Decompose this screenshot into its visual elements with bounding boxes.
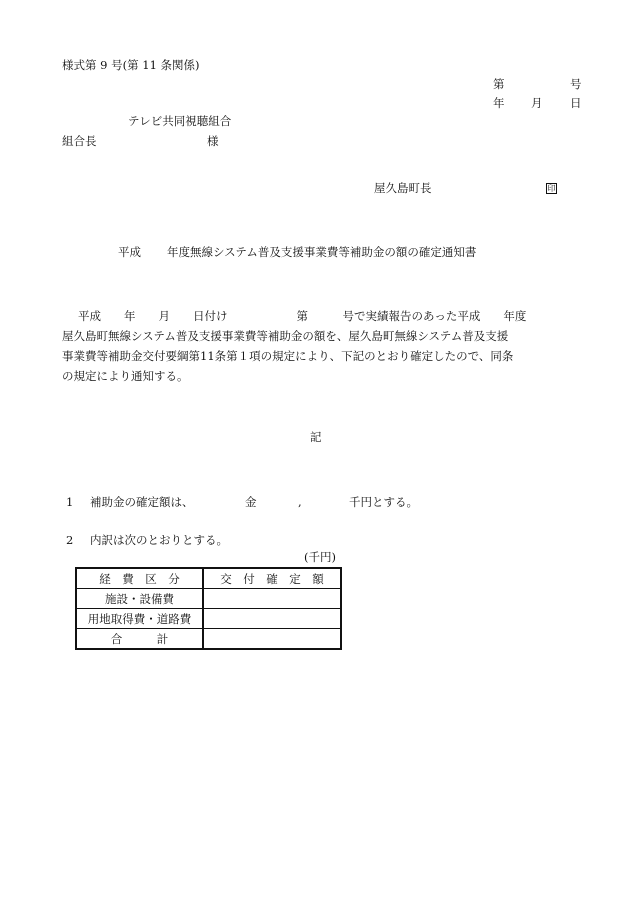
item1-text: 補助金の確定額は、	[90, 495, 194, 509]
item1-kin: 金	[245, 495, 257, 509]
date-year-label: 年	[493, 96, 505, 110]
header-expense-category: 経 費 区 分	[76, 568, 203, 589]
table-row	[76, 609, 341, 629]
table-row	[76, 589, 341, 609]
row-value[interactable]	[203, 609, 341, 629]
header-confirmed-amount: 交 付 確 定 額	[203, 568, 341, 589]
seal-mark: 印	[547, 184, 556, 193]
breakdown-table	[75, 567, 342, 650]
body-line-3: 事業費等補助金交付要綱第11条第１項の規定により、下記のとおり確定したので、同条	[62, 349, 514, 363]
body-paragraph	[62, 311, 582, 391]
ki-heading: 記	[310, 430, 322, 444]
doc-number-prefix: 第	[493, 77, 505, 91]
date-month-label: 月	[531, 96, 543, 110]
issuer-name: 屋久島町長	[374, 181, 432, 195]
doc-number-suffix: 号	[570, 77, 582, 91]
form-number: 様式第 9 号(第 11 条関係)	[62, 58, 200, 72]
document-title: 年度無線システム普及支援事業費等補助金の額の確定通知書	[167, 245, 477, 259]
table-unit: (千円)	[304, 550, 336, 564]
row-value[interactable]	[203, 629, 341, 650]
item2-number: 2	[66, 533, 74, 547]
item1-end: 千円とする。	[349, 495, 418, 509]
item2-text: 内訳は次のとおりとする。	[90, 533, 228, 547]
table-header-row	[76, 568, 341, 589]
body-line-2: 屋久島町無線システム普及支援事業費等補助金の額を、屋久島町無線システム普及支援	[62, 329, 509, 343]
row-label: 用地取得費・道路費	[76, 609, 203, 629]
title-era: 平成	[118, 245, 141, 259]
recipient-title: 組合長	[62, 134, 97, 148]
date-day-label: 日	[570, 96, 582, 110]
row-value[interactable]	[203, 589, 341, 609]
item1-comma: ,	[298, 495, 302, 509]
table-row	[76, 629, 341, 650]
recipient-organization: テレビ共同視聴組合	[128, 114, 232, 128]
body-line-1: 平成 年 月 日付け 第 号で実績報告のあった平成 年度	[78, 309, 527, 323]
row-label: 施設・設備費	[76, 589, 203, 609]
body-line-4: の規定により通知する。	[62, 369, 189, 383]
row-label: 合 計	[76, 629, 203, 650]
recipient-honorific: 様	[207, 134, 219, 148]
item1-number: 1	[66, 495, 74, 509]
